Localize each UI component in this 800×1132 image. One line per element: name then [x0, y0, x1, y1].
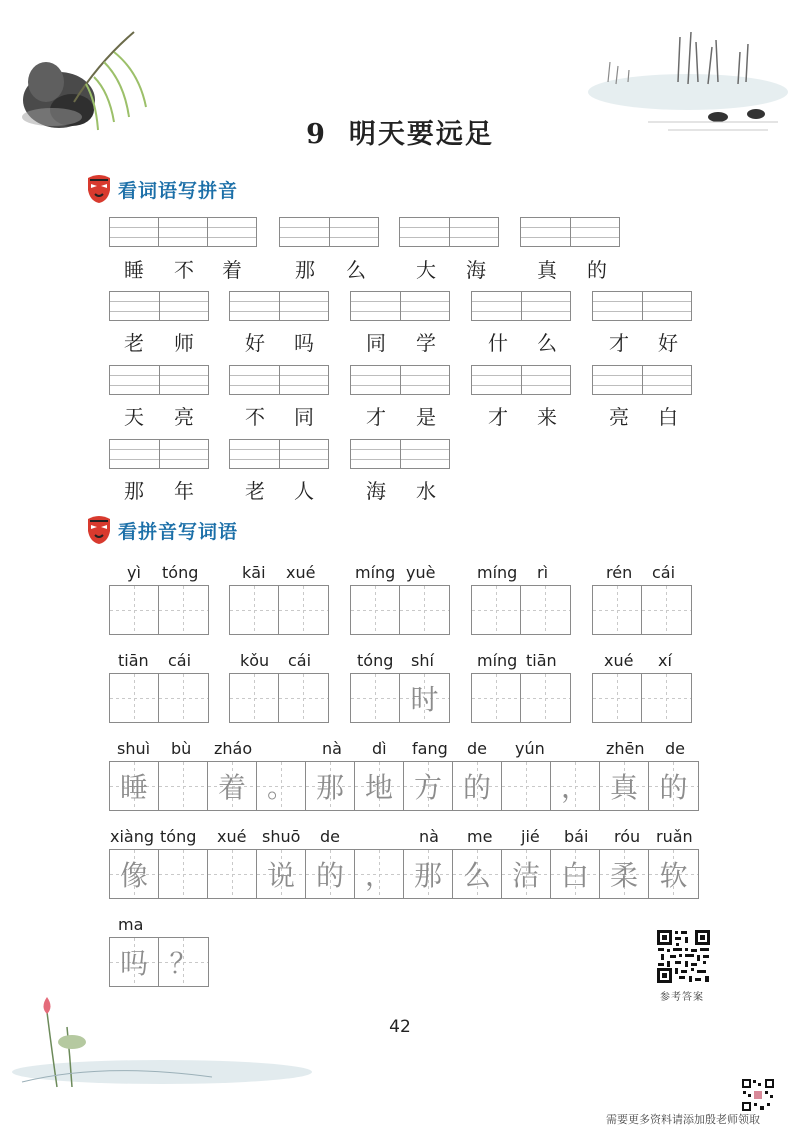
word-char: 不	[245, 405, 265, 429]
word-char: 海	[466, 258, 486, 282]
writing-grid[interactable]	[592, 585, 692, 635]
opera-mask-icon	[86, 174, 112, 204]
sentence-char: 吗	[119, 947, 148, 980]
sentence-char: ，	[364, 859, 393, 892]
pinyin-syllable: fang	[412, 739, 448, 758]
word-char: 么	[537, 331, 557, 355]
pinyin-syllable: de	[467, 739, 487, 758]
sentence-char: 。	[266, 771, 295, 804]
pinyin-box[interactable]	[592, 365, 692, 395]
page-number: 42	[389, 1017, 411, 1037]
pinyin-syllable: shí	[411, 651, 434, 670]
pinyin-syllable: xiàng	[110, 827, 155, 846]
word-char: 不	[174, 258, 194, 282]
pinyin-syllable: zháo	[214, 739, 253, 758]
word-char: 好	[245, 331, 265, 355]
answer-qr-code[interactable]	[655, 928, 712, 985]
writing-grid[interactable]	[229, 585, 329, 635]
pinyin-box[interactable]	[229, 439, 329, 469]
sentence-char: 那	[315, 771, 344, 804]
sentence-grid[interactable]	[109, 937, 209, 987]
word-char: 亮	[609, 405, 629, 429]
pinyin-syllable: bái	[564, 827, 589, 846]
word-char: 什	[488, 331, 508, 355]
footer-note: 需要更多资料请添加殷老师领取	[606, 1113, 760, 1126]
section-heading-text: 看词语写拼音	[118, 179, 239, 202]
sentence-char: 真	[609, 771, 638, 804]
contact-qr-code[interactable]	[741, 1078, 775, 1112]
pinyin-syllable: ruǎn	[656, 827, 693, 846]
pinyin-syllable: xué	[217, 827, 247, 846]
word-char: 人	[294, 479, 314, 503]
sentence-char: 睡	[119, 771, 148, 804]
pinyin-box[interactable]	[471, 365, 571, 395]
pinyin-syllable: shuì	[117, 739, 151, 758]
lesson-number: 9	[306, 119, 327, 150]
sentence-char: 柔	[609, 859, 638, 892]
pinyin-syllable: tiān	[526, 651, 557, 670]
sentence-char: 白	[560, 859, 589, 892]
pinyin-box[interactable]	[109, 365, 209, 395]
pinyin-box[interactable]	[229, 365, 329, 395]
word-char: 同	[366, 331, 386, 355]
writing-grid[interactable]	[471, 585, 571, 635]
pinyin-box[interactable]	[229, 291, 329, 321]
pinyin-box[interactable]	[399, 217, 499, 247]
pinyin-syllable: rén	[606, 563, 633, 582]
pinyin-box[interactable]	[471, 291, 571, 321]
word-char: 么	[346, 258, 366, 282]
word-char: 那	[124, 479, 144, 503]
word-char: 着	[222, 258, 242, 282]
section-heading-2	[86, 515, 238, 545]
sentence-char: 着	[217, 771, 246, 804]
sentence-char: 的	[659, 771, 688, 804]
pinyin-syllable: kāi	[242, 563, 266, 582]
pinyin-syllable: rì	[537, 563, 549, 582]
writing-grid[interactable]	[592, 673, 692, 723]
pinyin-syllable: míng	[477, 563, 518, 582]
pinyin-syllable: dì	[372, 739, 387, 758]
sentence-char: 说	[266, 859, 295, 892]
pinyin-syllable: cái	[168, 651, 192, 670]
word-char: 师	[174, 331, 194, 355]
pinyin-syllable: jié	[521, 827, 540, 846]
word-char: 才	[488, 405, 508, 429]
pinyin-syllable: xí	[658, 651, 672, 670]
pinyin-box[interactable]	[109, 439, 209, 469]
word-char: 大	[416, 258, 436, 282]
sentence-char: 方	[413, 771, 442, 804]
word-char: 海	[366, 479, 386, 503]
word-char: 真	[537, 258, 557, 282]
pinyin-syllable: xué	[604, 651, 634, 670]
sentence-char: 洁	[511, 859, 540, 892]
word-char: 天	[124, 405, 144, 429]
pinyin-box[interactable]	[279, 217, 379, 247]
word-char: 好	[658, 331, 678, 355]
pinyin-box[interactable]	[109, 291, 209, 321]
pinyin-syllable: xué	[286, 563, 316, 582]
pinyin-syllable: tóng	[162, 563, 199, 582]
writing-grid[interactable]	[471, 673, 571, 723]
pinyin-syllable: me	[467, 827, 493, 846]
lesson-title	[0, 112, 800, 151]
word-char: 来	[537, 405, 557, 429]
word-char: 睡	[124, 258, 144, 282]
pinyin-syllable: tóng	[160, 827, 197, 846]
writing-grid[interactable]	[229, 673, 329, 723]
sentence-char: 的	[315, 859, 344, 892]
pinyin-syllable: kǒu	[240, 651, 270, 670]
sentence-char: 软	[659, 859, 688, 892]
pinyin-syllable: cái	[288, 651, 312, 670]
pinyin-box[interactable]	[350, 291, 450, 321]
word-char: 老	[124, 331, 144, 355]
word-char: 才	[609, 331, 629, 355]
writing-grid[interactable]	[350, 673, 450, 723]
pinyin-syllable: yún	[515, 739, 545, 758]
sentence-grid[interactable]	[109, 849, 699, 899]
sentence-grid[interactable]	[109, 761, 699, 811]
sentence-char: ，	[560, 771, 589, 804]
word-char: 的	[587, 258, 607, 282]
word-char: 那	[295, 258, 315, 282]
word-char: 吗	[294, 331, 314, 355]
prefilled-char: 时	[410, 683, 439, 716]
section-heading-text: 看拼音写词语	[118, 520, 239, 543]
sentence-char: 地	[364, 771, 393, 804]
pinyin-syllable: míng	[355, 563, 396, 582]
sentence-char: 像	[119, 859, 148, 892]
pinyin-syllable: nà	[322, 739, 342, 758]
word-char: 年	[174, 479, 194, 503]
lesson-name: 明天要远足	[348, 119, 494, 150]
writing-grid[interactable]	[109, 673, 209, 723]
pinyin-syllable: ma	[118, 915, 144, 934]
section-heading-1	[86, 174, 238, 204]
pinyin-syllable: tiān	[118, 651, 149, 670]
pinyin-syllable: róu	[614, 827, 641, 846]
pinyin-syllable: tóng	[357, 651, 394, 670]
pinyin-box[interactable]	[109, 217, 257, 247]
pinyin-syllable: nà	[419, 827, 439, 846]
pinyin-syllable: de	[320, 827, 340, 846]
pinyin-syllable: de	[665, 739, 685, 758]
word-char: 老	[245, 479, 265, 503]
qr-caption: 参考答案	[660, 992, 704, 1003]
sentence-char: 的	[462, 771, 491, 804]
opera-mask-icon	[86, 515, 112, 545]
word-char: 水	[416, 479, 436, 503]
word-char: 白	[658, 405, 678, 429]
word-char: 学	[416, 331, 436, 355]
word-char: 才	[366, 405, 386, 429]
pinyin-syllable: míng	[477, 651, 518, 670]
sentence-char: ？	[169, 947, 198, 980]
word-char: 同	[294, 405, 314, 429]
writing-grid[interactable]	[109, 585, 209, 635]
lotus-illustration	[12, 992, 312, 1092]
word-char: 亮	[174, 405, 194, 429]
pinyin-box[interactable]	[592, 291, 692, 321]
pinyin-syllable: cái	[652, 563, 676, 582]
pinyin-box[interactable]	[350, 439, 450, 469]
pinyin-syllable: shuō	[262, 827, 301, 846]
pinyin-syllable: bù	[171, 739, 192, 758]
word-char: 是	[416, 405, 436, 429]
sentence-char: 那	[413, 859, 442, 892]
pinyin-box[interactable]	[520, 217, 620, 247]
sentence-char: 么	[462, 859, 491, 892]
pinyin-syllable: yuè	[406, 563, 436, 582]
writing-grid[interactable]	[350, 585, 450, 635]
pinyin-syllable: yì	[127, 563, 141, 582]
pinyin-syllable: zhēn	[606, 739, 645, 758]
pinyin-box[interactable]	[350, 365, 450, 395]
